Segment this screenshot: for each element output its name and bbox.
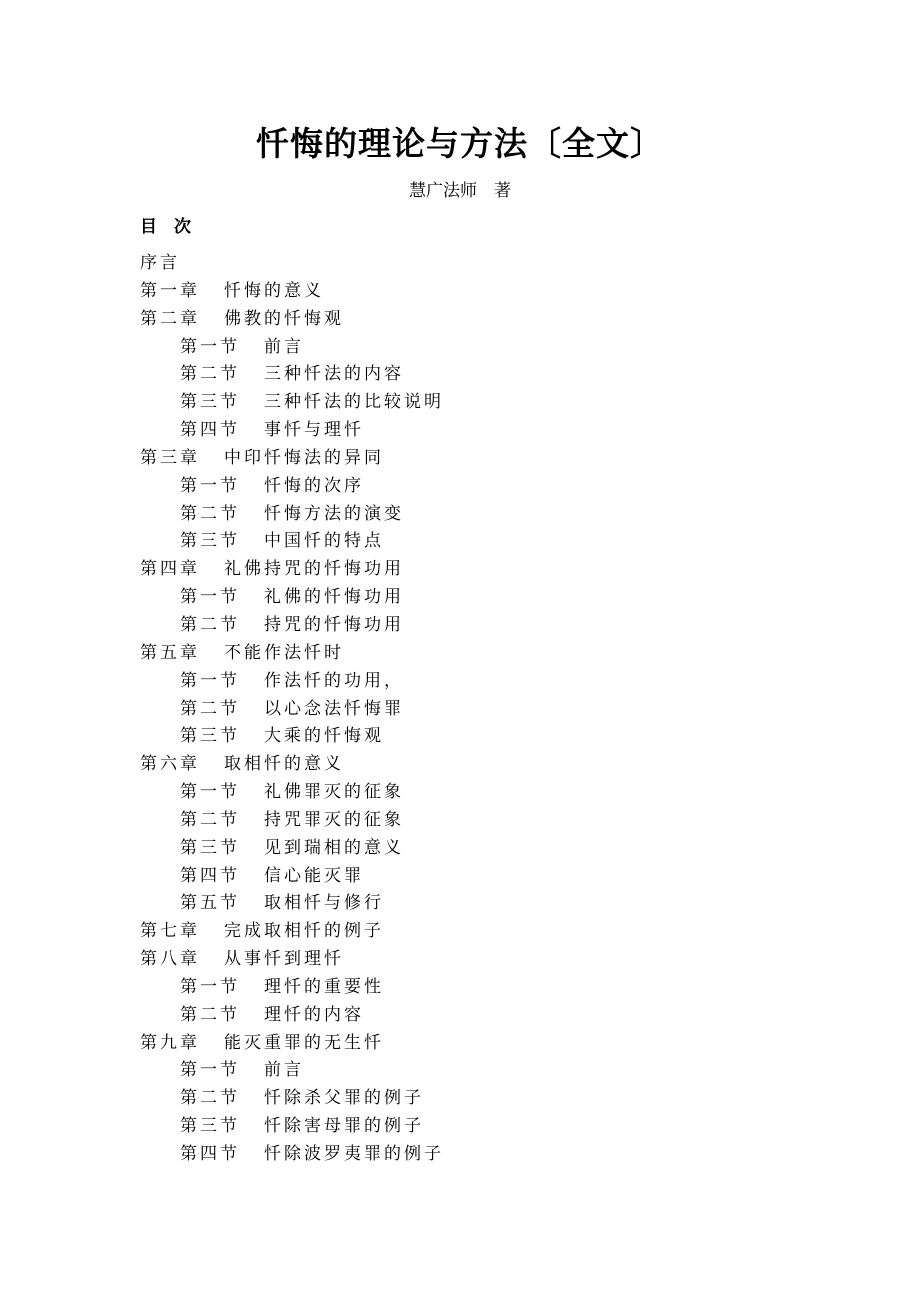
toc-item-number: 第三节 — [180, 726, 240, 747]
toc-item-title: 理忏的重要性 — [264, 976, 384, 997]
toc-item-number: 第一节 — [180, 782, 240, 803]
toc-item-title: 前言 — [264, 1060, 304, 1081]
toc-item-title: 中国忏的特点 — [264, 531, 384, 552]
toc-item-title: 忏悔方法的演变 — [264, 503, 404, 524]
toc-item-number: 第六章 — [140, 754, 200, 775]
toc-item-title: 礼佛的忏悔功用 — [264, 587, 404, 608]
toc-item-title: 三种忏法的内容 — [264, 364, 404, 385]
toc-item-title: 事忏与理忏 — [264, 420, 364, 441]
toc-item-title: 完成取相忏的例子 — [224, 921, 384, 942]
toc-item-number: 第五节 — [180, 893, 240, 914]
toc-section-item — [140, 696, 444, 724]
toc-item-title: 大乘的忏悔观 — [264, 726, 384, 747]
toc-item-title: 不能作法忏时 — [224, 642, 344, 663]
toc-item-number: 第四节 — [180, 1144, 240, 1164]
toc-section-item — [140, 501, 444, 529]
toc-section-item — [140, 334, 444, 362]
toc-item-number: 第四节 — [180, 420, 240, 441]
toc-item-number: 第七章 — [140, 921, 200, 942]
table-of-contents — [140, 250, 444, 1169]
toc-item-number: 第二节 — [180, 698, 240, 719]
toc-item-number: 第五章 — [140, 642, 200, 663]
toc-item-title: 忏除波罗夷罪的例子 — [264, 1144, 444, 1164]
toc-section-item — [140, 835, 444, 863]
toc-section-item — [140, 528, 444, 556]
toc-item-title: 序言 — [140, 253, 180, 273]
toc-section-item — [140, 890, 444, 918]
toc-chapter-item — [140, 556, 444, 584]
toc-section-item — [140, 473, 444, 501]
toc-item-number: 第三节 — [180, 531, 240, 552]
toc-item-number: 第一节 — [180, 336, 240, 357]
toc-item-number: 第二节 — [180, 503, 240, 524]
toc-section-item — [140, 417, 444, 445]
toc-section-item — [140, 1085, 444, 1113]
toc-chapter-item — [140, 918, 444, 946]
toc-section-item — [140, 807, 444, 835]
toc-item-title: 前言 — [264, 336, 304, 357]
toc-chapter-item — [140, 306, 444, 334]
toc-item-title: 作法忏的功用， — [264, 670, 404, 691]
toc-heading: 目 次 — [140, 217, 191, 237]
toc-item-title: 取相忏与修行 — [264, 893, 384, 914]
toc-chapter-item — [140, 445, 444, 473]
toc-item-title: 礼佛持咒的忏悔功用 — [224, 559, 404, 580]
toc-item-number: 第四章 — [140, 559, 200, 580]
toc-section-item — [140, 1002, 444, 1030]
toc-item-number: 第一章 — [140, 280, 200, 301]
toc-section-item — [140, 361, 444, 389]
toc-item-number: 第九章 — [140, 1032, 200, 1053]
toc-item-number: 第三节 — [180, 1116, 240, 1137]
toc-section-item — [140, 723, 444, 751]
toc-chapter-item — [140, 946, 444, 974]
toc-section-item — [140, 612, 444, 640]
toc-item-number: 第一节 — [180, 670, 240, 691]
toc-item-number: 第二节 — [180, 809, 240, 830]
toc-item-title: 见到瑞相的意义 — [264, 837, 404, 858]
toc-item-number: 第三节 — [180, 392, 240, 413]
toc-section-item — [140, 668, 444, 696]
toc-section-item — [140, 584, 444, 612]
toc-chapter-item — [140, 1030, 444, 1058]
toc-item-title: 忏悔的次序 — [264, 475, 364, 496]
toc-section-item — [140, 863, 444, 891]
toc-item-title: 取相忏的意义 — [224, 754, 344, 775]
toc-item-number: 第八章 — [140, 949, 200, 970]
toc-item-title: 信心能灭罪 — [264, 865, 364, 886]
toc-item-number: 第一节 — [180, 1060, 240, 1081]
toc-chapter-item — [140, 278, 444, 306]
toc-item-title: 忏除杀父罪的例子 — [264, 1088, 424, 1109]
toc-item-title: 三种忏法的比较说明 — [264, 392, 444, 413]
toc-item-title: 持咒的忏悔功用 — [264, 614, 404, 635]
toc-item-title: 能灭重罪的无生忏 — [224, 1032, 384, 1053]
toc-item-number: 第三章 — [140, 447, 200, 468]
toc-section-item — [140, 779, 444, 807]
toc-preface-item — [140, 250, 444, 278]
toc-item-number: 第二节 — [180, 364, 240, 385]
toc-item-number: 第二章 — [140, 308, 200, 329]
toc-section-item — [140, 1113, 444, 1141]
toc-section-item — [140, 1057, 444, 1085]
toc-item-number: 第二节 — [180, 1004, 240, 1025]
toc-chapter-item — [140, 751, 444, 779]
toc-section-item — [140, 974, 444, 1002]
page-title: 忏悔的理论与方法〔全文〕 — [256, 124, 664, 163]
toc-item-number: 第四节 — [180, 865, 240, 886]
toc-item-title: 持咒罪灭的征象 — [264, 809, 404, 830]
toc-item-title: 礼佛罪灭的征象 — [264, 782, 404, 803]
toc-item-number: 第二节 — [180, 614, 240, 635]
author-line: 慧广法师 著 — [409, 181, 511, 201]
toc-item-number: 第一节 — [180, 475, 240, 496]
toc-item-title: 从事忏到理忏 — [224, 949, 344, 970]
toc-item-number: 第二节 — [180, 1088, 240, 1109]
toc-item-title: 以心念法忏悔罪 — [264, 698, 404, 719]
toc-item-title: 理忏的内容 — [264, 1004, 364, 1025]
toc-item-title: 中印忏悔法的异同 — [224, 447, 384, 468]
toc-section-item — [140, 1141, 444, 1169]
toc-item-number: 第一节 — [180, 587, 240, 608]
toc-item-title: 忏悔的意义 — [224, 280, 324, 301]
toc-section-item — [140, 389, 444, 417]
toc-item-number: 第一节 — [180, 976, 240, 997]
toc-item-title: 忏除害母罪的例子 — [264, 1116, 424, 1137]
toc-item-title: 佛教的忏悔观 — [224, 308, 344, 329]
toc-item-number: 第三节 — [180, 837, 240, 858]
toc-chapter-item — [140, 640, 444, 668]
